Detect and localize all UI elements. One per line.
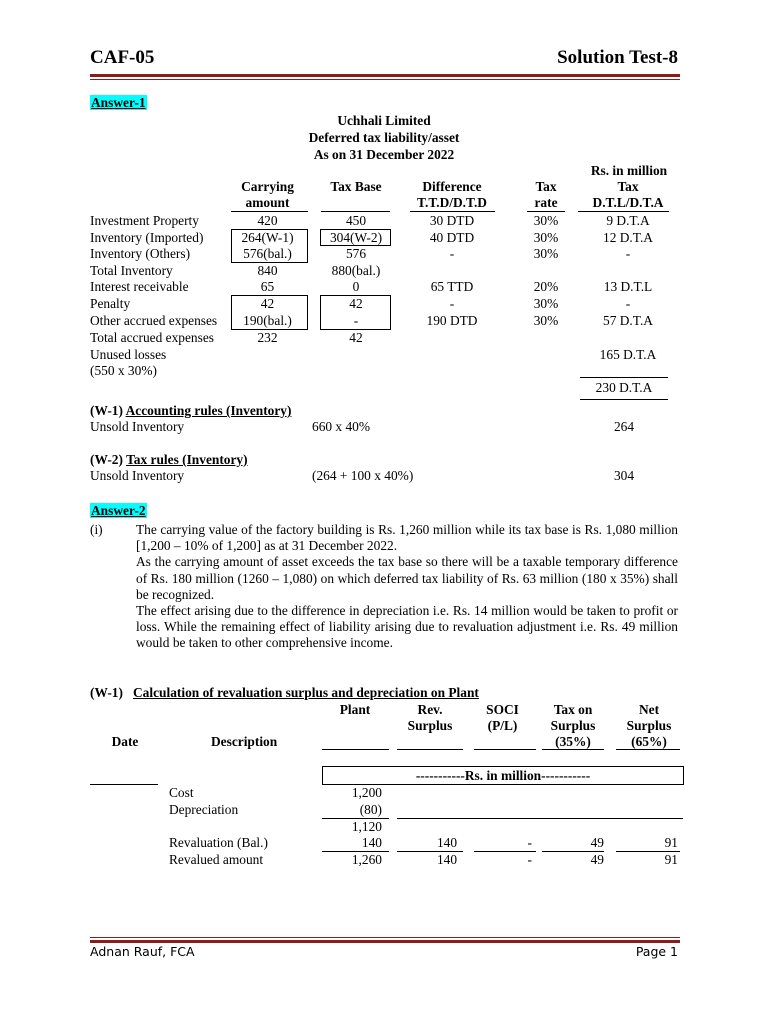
w1-row-description: Cost bbox=[169, 785, 194, 800]
w1-row-soci: - bbox=[527, 835, 532, 850]
a1-row-carrying: 190(bal.) bbox=[243, 313, 292, 328]
a1-title-company: Uchhali Limited bbox=[337, 113, 431, 128]
a1-w1-calc: 660 x 40% bbox=[312, 419, 371, 434]
a1-row-difference: - bbox=[449, 246, 455, 261]
a1-w2-heading: (W-2) Tax rules (Inventory) bbox=[90, 452, 248, 467]
a1-title-date: As on 31 December 2022 bbox=[313, 147, 455, 162]
w1-row-plant: 1,260 bbox=[351, 852, 382, 867]
a1-row-rate: 30% bbox=[533, 296, 559, 311]
col-soci-2: (P/L) bbox=[487, 718, 518, 733]
a1-row-taxbase: 42 bbox=[349, 296, 363, 311]
a1-row-tax: - bbox=[625, 296, 631, 311]
a1-title-subject: Deferred tax liability/asset bbox=[308, 130, 460, 145]
underline-difference bbox=[410, 211, 495, 212]
col-net-1: Net bbox=[638, 702, 660, 717]
a1-w2-item: Unsold Inventory bbox=[90, 468, 185, 483]
date-rule bbox=[90, 784, 158, 785]
col-soci-1: SOCI bbox=[486, 702, 519, 717]
col-date: Date bbox=[111, 734, 139, 749]
a1-row-label: Unused losses bbox=[90, 347, 167, 362]
w1-row-net: 91 bbox=[664, 835, 678, 850]
w1-row-plant: 140 bbox=[361, 835, 382, 850]
box-taxbase-imported bbox=[320, 229, 391, 246]
a1-row-label: Interest receivable bbox=[90, 279, 189, 294]
col-tax-1: Tax bbox=[617, 179, 639, 194]
a1-row-carrying: 232 bbox=[257, 330, 278, 345]
a2-item-marker: (i) bbox=[90, 522, 103, 537]
underline-rate bbox=[527, 211, 565, 212]
header-left: CAF-05 bbox=[90, 47, 155, 68]
w1-row-description: Depreciation bbox=[169, 802, 239, 817]
a1-row-rate: 30% bbox=[533, 246, 559, 261]
a1-total: 230 D.T.A bbox=[595, 380, 653, 395]
col-taxbase: Tax Base bbox=[330, 179, 382, 194]
a2-units-band: -----------Rs. in million----------- bbox=[322, 766, 684, 785]
a1-w2-calc: (264 + 100 x 40%) bbox=[312, 468, 414, 483]
a1-row-carrying: 840 bbox=[257, 263, 278, 278]
a1-row-taxbase: 450 bbox=[345, 213, 367, 228]
w1-row-rev: 140 bbox=[436, 835, 458, 850]
a1-row-tax: 57 D.T.A bbox=[603, 313, 653, 328]
box-carrying-inventory bbox=[231, 229, 308, 263]
a1-row-rate: 30% bbox=[533, 313, 559, 328]
rev-header-rule bbox=[397, 749, 463, 750]
a1-row-rate: 30% bbox=[533, 213, 559, 228]
col-rate-2: rate bbox=[534, 195, 558, 210]
header-right: Solution Test-8 bbox=[557, 47, 678, 68]
a1-row-taxbase: - bbox=[353, 313, 359, 328]
a1-row-tax: 13 D.T.L bbox=[603, 279, 653, 294]
a1-row-label: Penalty bbox=[90, 296, 131, 311]
a1-row-difference: 190 DTD bbox=[426, 313, 478, 328]
a1-row-difference: 65 TTD bbox=[430, 279, 474, 294]
w1-row-rev: 140 bbox=[436, 852, 458, 867]
a1-row-taxbase: 304(W-2) bbox=[329, 230, 383, 245]
a1-row-carrying: 576(bal.) bbox=[243, 246, 292, 261]
underline-tax bbox=[578, 211, 669, 212]
a1-row-label: Total accrued expenses bbox=[90, 330, 214, 345]
a2-paragraph-1: The carrying value of the factory building is Rs. 1,260 million while its tax base is Rs. 1,080 million [1,200 – 10% of 1,200] as at 31 December 2022. bbox=[136, 522, 678, 554]
w1-row-description: Revalued amount bbox=[169, 852, 264, 867]
a1-row-taxbase: 42 bbox=[349, 330, 363, 345]
a1-row-label: (550 x 30%) bbox=[90, 363, 157, 378]
plant-header-rule bbox=[322, 749, 389, 750]
underline-taxbase bbox=[321, 211, 390, 212]
w1-row-taxon: 49 bbox=[590, 835, 604, 850]
footer-rule-thin bbox=[90, 937, 680, 938]
header-rule-thick bbox=[90, 74, 680, 77]
header-rule-thin bbox=[90, 79, 680, 80]
col-net-2: Surplus bbox=[626, 718, 672, 733]
a1-row-label: Investment Property bbox=[90, 213, 199, 228]
w1-row-soci: - bbox=[527, 852, 532, 867]
col-taxon-3: (35%) bbox=[555, 734, 591, 749]
col-taxon-1: Tax on bbox=[553, 702, 593, 717]
taxon-header-rule bbox=[542, 749, 604, 750]
depreciation-rule-wide bbox=[397, 818, 683, 819]
answer-2-label: Answer-2 bbox=[91, 503, 146, 518]
underline-carrying bbox=[231, 211, 308, 212]
footer-author: Adnan Rauf, FCA bbox=[90, 944, 195, 959]
total-rule-bottom bbox=[580, 399, 668, 400]
col-tax-2: D.T.L/D.T.A bbox=[592, 195, 664, 210]
box-taxbase-accrued bbox=[320, 295, 391, 330]
col-rev-1: Rev. bbox=[417, 702, 443, 717]
total-rule-top bbox=[580, 377, 668, 378]
a1-w1-item: Unsold Inventory bbox=[90, 419, 185, 434]
a1-row-label: Inventory (Others) bbox=[90, 246, 191, 261]
a1-w1-value: 264 bbox=[613, 419, 635, 434]
w1-row-description: Revaluation (Bal.) bbox=[169, 835, 268, 850]
w1-row-net: 91 bbox=[664, 852, 678, 867]
a2-paragraph-3: The effect arising due to the difference in depreciation i.e. Rs. 14 million would be taken to profit or loss. While the remaining effect of liability arising due to revaluation adjustment i.e. Rs. 49 million would be taken to other comprehensive income. bbox=[136, 603, 678, 651]
col-plant: Plant bbox=[339, 702, 371, 717]
soci-header-rule bbox=[474, 749, 536, 750]
a1-row-difference: - bbox=[449, 296, 455, 311]
col-difference-1: Difference bbox=[422, 179, 482, 194]
a1-row-carrying: 65 bbox=[260, 279, 275, 294]
a1-row-label: Other accrued expenses bbox=[90, 313, 218, 328]
a2-explanation bbox=[136, 522, 678, 652]
box-carrying-accrued bbox=[231, 295, 308, 330]
w1-row-plant: 1,200 bbox=[351, 785, 382, 800]
col-rev-2: Surplus bbox=[407, 718, 453, 733]
a1-units: Rs. in million bbox=[590, 163, 668, 178]
a1-w2-value: 304 bbox=[613, 468, 635, 483]
a2-paragraph-2: As the carrying amount of asset exceeds the tax base so there will be a taxable temporary difference of Rs. 180 million (1260 – 1,080) on which deferred tax liability of Rs. 63 million (180 x 35%) shall be recognized. bbox=[136, 554, 678, 602]
a1-row-carrying: 42 bbox=[260, 296, 275, 311]
footer-page-number: Page 1 bbox=[635, 944, 678, 959]
a1-row-difference: 40 DTD bbox=[429, 230, 475, 245]
a1-row-tax: 9 D.T.A bbox=[606, 213, 650, 228]
a1-row-rate: 20% bbox=[533, 279, 559, 294]
col-taxon-2: Surplus bbox=[550, 718, 596, 733]
col-difference-2: T.T.D/D.T.D bbox=[417, 195, 487, 210]
w1-row-plant: 1,120 bbox=[351, 819, 382, 834]
a1-row-taxbase: 576 bbox=[345, 246, 367, 261]
a1-row-label: Total Inventory bbox=[90, 263, 173, 278]
col-rate-1: Tax bbox=[535, 179, 557, 194]
a1-row-taxbase: 0 bbox=[352, 279, 360, 294]
a1-row-rate: 30% bbox=[533, 230, 559, 245]
a1-row-tax: 12 D.T.A bbox=[603, 230, 653, 245]
col-carrying-1: Carrying bbox=[241, 179, 294, 194]
col-description: Description bbox=[211, 734, 278, 749]
col-carrying-2: amount bbox=[245, 195, 290, 210]
a1-row-difference: 30 DTD bbox=[429, 213, 475, 228]
a2-w1-heading: (W-1) Calculation of revaluation surplus and depreciation on Plant bbox=[90, 685, 479, 700]
a1-w1-heading: (W-1) Accounting rules (Inventory) bbox=[90, 403, 292, 418]
a1-row-tax: - bbox=[625, 246, 631, 261]
a1-row-taxbase: 880(bal.) bbox=[331, 263, 381, 278]
answer-1-label: Answer-1 bbox=[91, 95, 146, 110]
a1-row-tax: 165 D.T.A bbox=[599, 347, 657, 362]
w1-row-plant: (80) bbox=[359, 802, 382, 817]
a1-row-carrying: 264(W-1) bbox=[241, 230, 294, 245]
net-header-rule bbox=[616, 749, 680, 750]
col-net-3: (65%) bbox=[631, 734, 667, 749]
a1-row-carrying: 420 bbox=[257, 213, 278, 228]
a1-row-label: Inventory (Imported) bbox=[90, 230, 204, 245]
w1-row-taxon: 49 bbox=[590, 852, 604, 867]
footer-rule-thick bbox=[90, 940, 680, 943]
